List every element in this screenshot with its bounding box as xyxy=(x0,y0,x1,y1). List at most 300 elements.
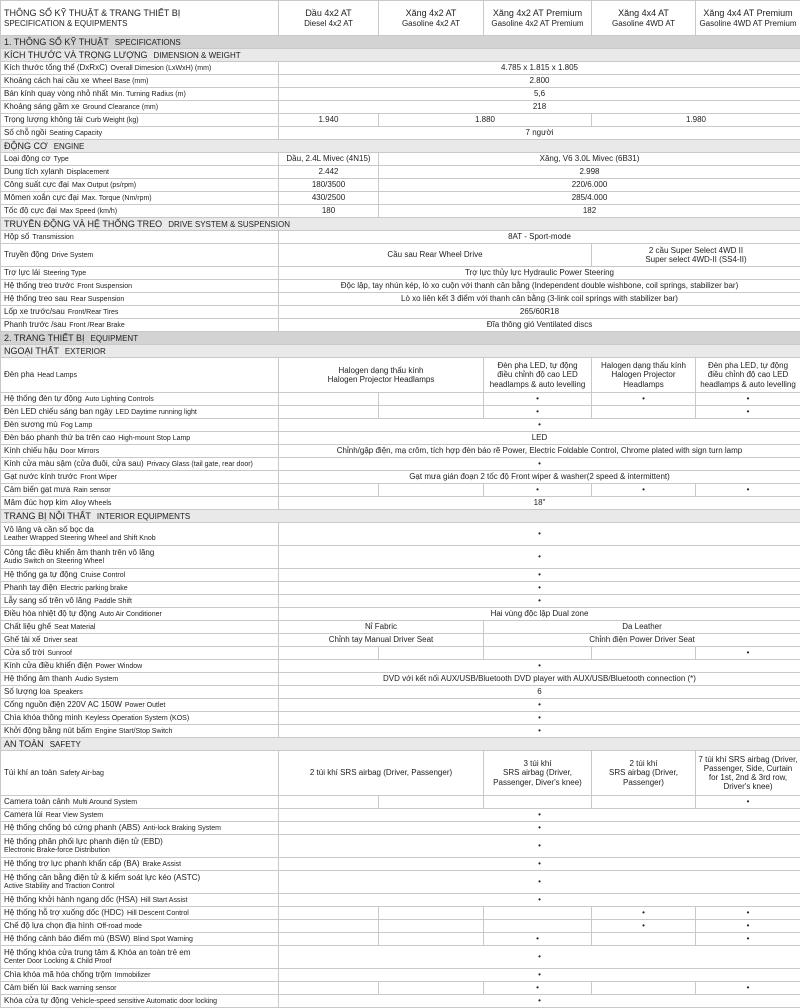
spec-label xyxy=(1,293,279,306)
spec-row xyxy=(1,933,800,946)
spec-row xyxy=(1,894,800,907)
feature-dot: • xyxy=(279,582,800,595)
feature-dot: • xyxy=(696,647,800,660)
spec-row xyxy=(1,699,800,712)
spec-label-en: Seat Material xyxy=(54,624,95,631)
spec-label-vi: Hệ thống hỗ trợ xuống dốc (HDC) xyxy=(4,908,124,917)
section-title-vi: AN TOÀN xyxy=(4,739,44,749)
spec-label-en: Door Mirrors xyxy=(60,448,99,455)
spec-value xyxy=(379,796,484,809)
section-title-vi: 1. THÔNG SỐ KỸ THUẬT xyxy=(4,37,109,47)
spec-label xyxy=(1,153,279,166)
spec-label-vi: Hệ thống trợ lực phanh khẩn cấp (BA) xyxy=(4,859,140,868)
feature-dot: • xyxy=(484,406,592,419)
spec-row xyxy=(1,114,800,127)
spec-label-en: Steering Type xyxy=(43,270,86,277)
feature-dot: • xyxy=(279,995,800,1008)
spec-row xyxy=(1,982,800,995)
spec-label-vi: Chìa khóa mã hóa chống trộm xyxy=(4,970,112,979)
spec-row xyxy=(1,293,800,306)
spec-label-vi: Loại động cơ xyxy=(4,154,51,163)
spec-row xyxy=(1,88,800,101)
spec-value: Da Leather xyxy=(484,621,800,634)
spec-label xyxy=(1,458,279,471)
spec-label xyxy=(1,75,279,88)
section-title-vi: ĐỘNG CƠ xyxy=(4,141,48,151)
spec-value: Trợ lực thủy lực Hydraulic Power Steering xyxy=(279,267,800,280)
variant-header: Xăng 4x2 AT Premium Gasoline 4x2 AT Premium xyxy=(484,1,592,36)
spec-row xyxy=(1,406,800,419)
spec-label-vi: Vô lăng và cần số bọc da xyxy=(4,525,94,534)
spec-value xyxy=(484,907,592,920)
spec-label-en: Max Speed (km/h) xyxy=(60,208,117,215)
spec-row xyxy=(1,871,800,894)
spec-label xyxy=(1,419,279,432)
spec-label-vi: Phanh trước /sau xyxy=(4,320,66,329)
feature-dot: • xyxy=(484,484,592,497)
spec-label xyxy=(1,267,279,280)
spec-label xyxy=(1,88,279,101)
feature-dot: • xyxy=(484,393,592,406)
spec-row xyxy=(1,419,800,432)
spec-label-vi: Mômen xoắn cực đại xyxy=(4,193,79,202)
spec-row xyxy=(1,306,800,319)
spec-value: 2.800 xyxy=(279,75,800,88)
spec-label-en: Auto Lighting Controls xyxy=(85,396,154,403)
spec-value: Chỉnh điện Power Driver Seat xyxy=(484,634,800,647)
spec-label xyxy=(1,621,279,634)
section-header-row xyxy=(1,36,800,49)
spec-value xyxy=(279,907,379,920)
spec-row xyxy=(1,267,800,280)
spec-label xyxy=(1,393,279,406)
spec-value: 1.880 xyxy=(379,114,592,127)
feature-dot: • xyxy=(279,835,800,858)
spec-label xyxy=(1,471,279,484)
section-title-en: EXTERIOR xyxy=(65,347,106,356)
spec-label xyxy=(1,822,279,835)
section-title-en: SPECIFICATIONS xyxy=(115,38,181,47)
spec-label-en: Max. Torque (Nm/rpm) xyxy=(82,195,152,202)
spec-label-en: Anti-lock Braking System xyxy=(143,825,221,832)
feature-dot: • xyxy=(279,523,800,546)
spec-row xyxy=(1,608,800,621)
spec-label-vi: Chìa khóa thông minh xyxy=(4,713,82,722)
spec-row xyxy=(1,319,800,332)
spec-label-en: Front Suspension xyxy=(77,283,132,290)
feature-dot: • xyxy=(279,969,800,982)
spec-label xyxy=(1,280,279,293)
spec-label-vi: Lẫy sang số trên vô lăng xyxy=(4,596,91,605)
spec-value: Halogen dạng thấu kính Halogen Projector Headlamps xyxy=(592,358,696,393)
spec-label-en: Max Output (ps/rpm) xyxy=(72,182,136,189)
spec-label xyxy=(1,725,279,738)
header-title-cell xyxy=(1,1,279,36)
spec-row xyxy=(1,523,800,546)
spec-value: Chỉnh tay Manual Driver Seat xyxy=(279,634,484,647)
spec-label-vi: Kính chiếu hậu xyxy=(4,446,57,455)
spec-row xyxy=(1,432,800,445)
spec-label xyxy=(1,699,279,712)
spec-label-en: Overall Dimesion (LxWxH) (mm) xyxy=(111,65,212,72)
section-title-vi: NGOẠI THẤT xyxy=(4,346,59,356)
subsection-header-row xyxy=(1,140,800,153)
feature-dot: • xyxy=(696,406,800,419)
spec-label-vi: Hệ thống phân phối lực phanh điện tử (EBD) xyxy=(4,837,163,846)
spec-value: Đèn pha LED, tự động điều chỉnh độ cao LED headlamps & auto levelling xyxy=(484,358,592,393)
spec-label-en: Speakers xyxy=(53,689,83,696)
spec-value: 2 túi khí SRS airbag (Driver, Passenger) xyxy=(279,751,484,796)
spec-label-en: High-mount Stop Lamp xyxy=(118,435,190,442)
spec-label xyxy=(1,244,279,267)
spec-label-vi: Trọng lượng không tải xyxy=(4,115,83,124)
spec-label-vi: Số lượng loa xyxy=(4,687,50,696)
spec-value: 1.940 xyxy=(279,114,379,127)
spec-label-vi: Hệ thống treo trước xyxy=(4,281,74,290)
spec-label-vi: Camera toàn cảnh xyxy=(4,797,70,806)
feature-dot: • xyxy=(279,569,800,582)
spec-label-en: Electric parking brake xyxy=(60,585,127,592)
section-title-en: SAFETY xyxy=(50,740,81,749)
spec-row xyxy=(1,445,800,458)
spec-label-vi: Hệ thống cảnh báo điểm mù (BSW) xyxy=(4,934,130,943)
spec-value: 180 xyxy=(279,205,379,218)
spec-label-en: Wheel Base (mm) xyxy=(92,78,148,85)
spec-row xyxy=(1,751,800,796)
section-title-en: ENGINE xyxy=(54,142,85,151)
feature-dot: • xyxy=(696,920,800,933)
spec-label-vi: Khoảng cách hai cầu xe xyxy=(4,76,89,85)
spec-value xyxy=(279,484,379,497)
spec-label-vi: Hộp số xyxy=(4,232,29,241)
spec-value xyxy=(592,406,696,419)
spec-value: LED xyxy=(279,432,800,445)
spec-label-en: Displacement xyxy=(67,169,109,176)
subsection-header-row xyxy=(1,218,800,231)
feature-dot: • xyxy=(696,796,800,809)
spec-value: 4.785 x 1.815 x 1.805 xyxy=(279,62,800,75)
spec-value xyxy=(279,406,379,419)
feature-dot: • xyxy=(279,809,800,822)
spec-label-vi: Trợ lực lái xyxy=(4,268,40,277)
spec-row xyxy=(1,660,800,673)
spec-label-vi: Khởi động bằng nút bấm xyxy=(4,726,92,735)
spec-label-vi: Công suất cực đại xyxy=(4,180,69,189)
spec-value xyxy=(484,647,592,660)
spec-value: Cầu sau Rear Wheel Drive xyxy=(279,244,592,267)
spec-row xyxy=(1,725,800,738)
section-title xyxy=(1,140,800,153)
spec-value: Dầu, 2.4L Mivec (4N15) xyxy=(279,153,379,166)
spec-label-vi: Gạt nước kính trước xyxy=(4,472,77,481)
variant-header: Xăng 4x4 AT Gasoline 4WD AT xyxy=(592,1,696,36)
spec-label xyxy=(1,445,279,458)
spec-row xyxy=(1,907,800,920)
spec-value xyxy=(592,933,696,946)
spec-value: Hai vùng độc lập Dual zone xyxy=(279,608,800,621)
spec-label-vi: Kích thước tổng thể (DxRxC) xyxy=(4,63,108,72)
spec-label xyxy=(1,647,279,660)
spec-label-en: Audio Switch on Steering Wheel xyxy=(4,558,275,566)
spec-row xyxy=(1,686,800,699)
spec-label xyxy=(1,982,279,995)
spec-label-en: Auto Air Conditioner xyxy=(100,611,162,618)
spec-label-vi: Số chỗ ngồi xyxy=(4,128,46,137)
spec-label xyxy=(1,127,279,140)
spec-row xyxy=(1,634,800,647)
spec-row xyxy=(1,192,800,205)
spec-label-en: Immobilizer xyxy=(115,972,151,979)
feature-dot: • xyxy=(279,725,800,738)
spec-value xyxy=(379,933,484,946)
spec-row xyxy=(1,969,800,982)
section-title xyxy=(1,510,800,523)
spec-row xyxy=(1,497,800,510)
spec-value: 430/2500 xyxy=(279,192,379,205)
spec-label-vi: Hệ thống chống bó cứng phanh (ABS) xyxy=(4,823,140,832)
spec-value: 2 túi khí SRS airbag (Driver, Passenger) xyxy=(592,751,696,796)
spec-label-vi: Lốp xe trước/sau xyxy=(4,307,65,316)
spec-label xyxy=(1,871,279,894)
spec-label-vi: Hệ thống treo sau xyxy=(4,294,68,303)
section-title xyxy=(1,738,800,751)
spec-value: 5,6 xyxy=(279,88,800,101)
spec-label-vi: Đèn báo phanh thứ ba trên cao xyxy=(4,433,115,442)
spec-label-en: Power Window xyxy=(96,663,143,670)
spec-label xyxy=(1,101,279,114)
spec-label-en: Keyless Operation System (KOS) xyxy=(85,715,189,722)
spec-value: Chỉnh/gập điện, mạ crôm, tích hợp đèn báo rẽ Power, Electric Foldable Control, Chrome plated with sign turn lamp xyxy=(279,445,800,458)
section-title xyxy=(1,332,800,345)
spec-row xyxy=(1,712,800,725)
spec-value xyxy=(379,920,484,933)
spec-label-vi: Cảm biến lùi xyxy=(4,983,48,992)
page-subtitle: SPECIFICATION & EQUIPMENTS xyxy=(4,19,275,28)
spec-label xyxy=(1,569,279,582)
spec-row xyxy=(1,62,800,75)
spec-label xyxy=(1,969,279,982)
spec-label xyxy=(1,546,279,569)
spec-label-vi: Chế độ lựa chọn địa hình xyxy=(4,921,94,930)
spec-label xyxy=(1,673,279,686)
spec-label-vi: Điều hòa nhiệt độ tự động xyxy=(4,609,97,618)
spec-label-vi: Cảm biến gạt mưa xyxy=(4,485,70,494)
variant-header: Xăng 4x4 AT Premium Gasoline 4WD AT Premium xyxy=(696,1,800,36)
spec-value xyxy=(592,647,696,660)
spec-label-vi: Đèn pha xyxy=(4,370,34,379)
feature-dot: • xyxy=(279,894,800,907)
feature-dot: • xyxy=(279,871,800,894)
spec-label-en: Vehicle-speed sensitive Automatic door locking xyxy=(72,998,218,1005)
spec-label-vi: Hệ thống cân bằng điện tử & kiểm soát lực kéo (ASTC) xyxy=(4,873,200,882)
spec-label-en: Curb Weight (kg) xyxy=(86,117,139,124)
spec-label xyxy=(1,406,279,419)
spec-row xyxy=(1,358,800,393)
section-title xyxy=(1,49,800,62)
spec-label-vi: Hệ thống đèn tự động xyxy=(4,394,82,403)
spec-row xyxy=(1,231,800,244)
spec-label xyxy=(1,712,279,725)
spec-label-vi: Đèn LED chiếu sáng ban ngày xyxy=(4,407,113,416)
spec-row xyxy=(1,75,800,88)
section-title-en: DIMENSION & WEIGHT xyxy=(154,51,241,60)
spec-label xyxy=(1,933,279,946)
spec-value: Đĩa thông gió Ventilated discs xyxy=(279,319,800,332)
feature-dot: • xyxy=(696,982,800,995)
spec-label-vi: Bán kính quay vòng nhỏ nhất xyxy=(4,89,108,98)
spec-row xyxy=(1,458,800,471)
spec-value: 6 xyxy=(279,686,800,699)
spec-value: Lò xo liên kết 3 điểm với thanh cân bằng (3-link coil springs with stabilizer bar) xyxy=(279,293,800,306)
spec-label-en: Fog Lamp xyxy=(61,422,93,429)
spec-row xyxy=(1,179,800,192)
spec-row xyxy=(1,858,800,871)
spec-value xyxy=(279,796,379,809)
spec-label-en: Front /Rear Brake xyxy=(69,322,125,329)
variant-header: Dầu 4x2 AT Diesel 4x2 AT xyxy=(279,1,379,36)
spec-label-en: Electronic Brake-force Distribution xyxy=(4,847,275,855)
spec-value xyxy=(279,393,379,406)
spec-value: 7 người xyxy=(279,127,800,140)
feature-dot: • xyxy=(592,920,696,933)
spec-label-en: Rear Suspension xyxy=(71,296,125,303)
spec-label-en: Transmission xyxy=(32,234,73,241)
spec-label-vi: Khoảng sáng gầm xe xyxy=(4,102,80,111)
spec-value: 265/60R18 xyxy=(279,306,800,319)
spec-value xyxy=(279,982,379,995)
header-row xyxy=(1,1,800,36)
spec-label-en: Rain sensor xyxy=(73,487,110,494)
spec-value: 8AT - Sport-mode xyxy=(279,231,800,244)
spec-label-en: Center Door Locking & Child Proof xyxy=(4,958,275,966)
spec-label-en: Min. Turning Radius (m) xyxy=(111,91,186,98)
spec-label xyxy=(1,432,279,445)
spec-label xyxy=(1,835,279,858)
feature-dot: • xyxy=(696,484,800,497)
spec-label xyxy=(1,582,279,595)
spec-label-en: LED Daytime running light xyxy=(116,409,197,416)
spec-label-en: Privacy Glass (tail gate, rear door) xyxy=(147,461,253,468)
spec-label-vi: Kính cửa màu sậm (cửa đuôi, cửa sau) xyxy=(4,459,144,468)
spec-table-body xyxy=(1,1,800,1008)
spec-value xyxy=(379,647,484,660)
spec-value: Xăng, V6 3.0L Mivec (6B31) xyxy=(379,153,800,166)
spec-label xyxy=(1,306,279,319)
spec-label-en: Ground Clearance (mm) xyxy=(83,104,158,111)
section-title-vi: KÍCH THƯỚC VÀ TRỌNG LƯỢNG xyxy=(4,50,148,60)
spec-label xyxy=(1,523,279,546)
spec-label-vi: Camera lùi xyxy=(4,810,43,819)
spec-row xyxy=(1,471,800,484)
spec-value: 182 xyxy=(379,205,800,218)
feature-dot: • xyxy=(592,907,696,920)
spec-label-en: Multi Around System xyxy=(73,799,137,806)
spec-row xyxy=(1,946,800,969)
spec-value xyxy=(379,393,484,406)
spec-value xyxy=(484,796,592,809)
spec-label-vi: Truyền động xyxy=(4,250,49,259)
spec-value: 7 túi khí SRS airbag (Driver, Passenger, Side, Curtain for 1st, 2nd & 3rd row, Driver's knee) xyxy=(696,751,800,796)
spec-value: 3 túi khí SRS airbag (Driver, Passenger, Diver's knee) xyxy=(484,751,592,796)
spec-label-en: Type xyxy=(54,156,69,163)
spec-label xyxy=(1,608,279,621)
spec-label-vi: Chất liệu ghế xyxy=(4,622,51,631)
spec-value: 2.998 xyxy=(379,166,800,179)
feature-dot: • xyxy=(279,660,800,673)
spec-label xyxy=(1,995,279,1008)
spec-label xyxy=(1,595,279,608)
feature-dot: • xyxy=(279,712,800,725)
spec-label-vi: Khóa cửa tự động xyxy=(4,996,69,1005)
spec-label-en: Rear View System xyxy=(46,812,103,819)
spec-label-en: Leather Wrapped Steering Wheel and Shift Knob xyxy=(4,535,275,543)
spec-value xyxy=(379,907,484,920)
spec-label-vi: Cửa sổ trời xyxy=(4,648,44,657)
variant-header: Xăng 4x2 AT Gasoline 4x2 AT xyxy=(379,1,484,36)
spec-value xyxy=(279,647,379,660)
spec-row xyxy=(1,127,800,140)
spec-label-en: Engine Start/Stop Switch xyxy=(95,728,172,735)
spec-label-vi: Hệ thống khóa cửa trung tâm & Khóa an toàn trẻ em xyxy=(4,948,190,957)
feature-dot: • xyxy=(279,858,800,871)
spec-label-vi: Cổng nguồn điện 220V AC 150W xyxy=(4,700,122,709)
feature-dot: • xyxy=(279,458,800,471)
spec-label xyxy=(1,179,279,192)
spec-label xyxy=(1,497,279,510)
spec-row xyxy=(1,822,800,835)
spec-row xyxy=(1,621,800,634)
spec-label xyxy=(1,858,279,871)
spec-label-vi: Mâm đúc hợp kim xyxy=(4,498,68,507)
feature-dot: • xyxy=(484,982,592,995)
spec-label xyxy=(1,920,279,933)
spec-row xyxy=(1,546,800,569)
spec-label-vi: Tốc độ cực đại xyxy=(4,206,57,215)
spec-label-en: Safety Air-bag xyxy=(60,770,104,777)
spec-label xyxy=(1,62,279,75)
spec-row xyxy=(1,835,800,858)
spec-label-vi: Kính cửa điều khiển điện xyxy=(4,661,93,670)
spec-value: Gạt mưa gián đoạn 2 tốc độ Front wiper & washer(2 speed & intermittent) xyxy=(279,471,800,484)
spec-value xyxy=(592,796,696,809)
spec-row xyxy=(1,101,800,114)
spec-value: DVD với kết nối AUX/USB/Bluetooth DVD player with AUX/USB/Bluetooth connection (*) xyxy=(279,673,800,686)
spec-value xyxy=(484,920,592,933)
spec-label-vi: Phanh tay điện xyxy=(4,583,57,592)
spec-label-en: Head Lamps xyxy=(37,372,77,379)
spec-row xyxy=(1,995,800,1008)
spec-label xyxy=(1,192,279,205)
page-title: THÔNG SỐ KỸ THUẬT & TRANG THIẾT BỊ xyxy=(4,8,275,18)
feature-dot: • xyxy=(279,946,800,969)
spec-label-vi: Hệ thống khởi hành ngang dốc (HSA) xyxy=(4,895,138,904)
feature-dot: • xyxy=(279,419,800,432)
section-title-en: EQUIPMENT xyxy=(91,334,139,343)
spec-value: Halogen dạng thấu kính Halogen Projector Headlamps xyxy=(279,358,484,393)
spec-value xyxy=(592,982,696,995)
spec-label xyxy=(1,231,279,244)
feature-dot: • xyxy=(696,933,800,946)
spec-value: Nỉ Fabric xyxy=(279,621,484,634)
spec-value: 218 xyxy=(279,101,800,114)
spec-value: 180/3500 xyxy=(279,179,379,192)
spec-row xyxy=(1,393,800,406)
spec-label xyxy=(1,660,279,673)
spec-label-vi: Đèn sương mù xyxy=(4,420,58,429)
spec-label-en: Paddle Shift xyxy=(94,598,132,605)
spec-value: 2.442 xyxy=(279,166,379,179)
spec-label-en: Cruise Control xyxy=(80,572,125,579)
